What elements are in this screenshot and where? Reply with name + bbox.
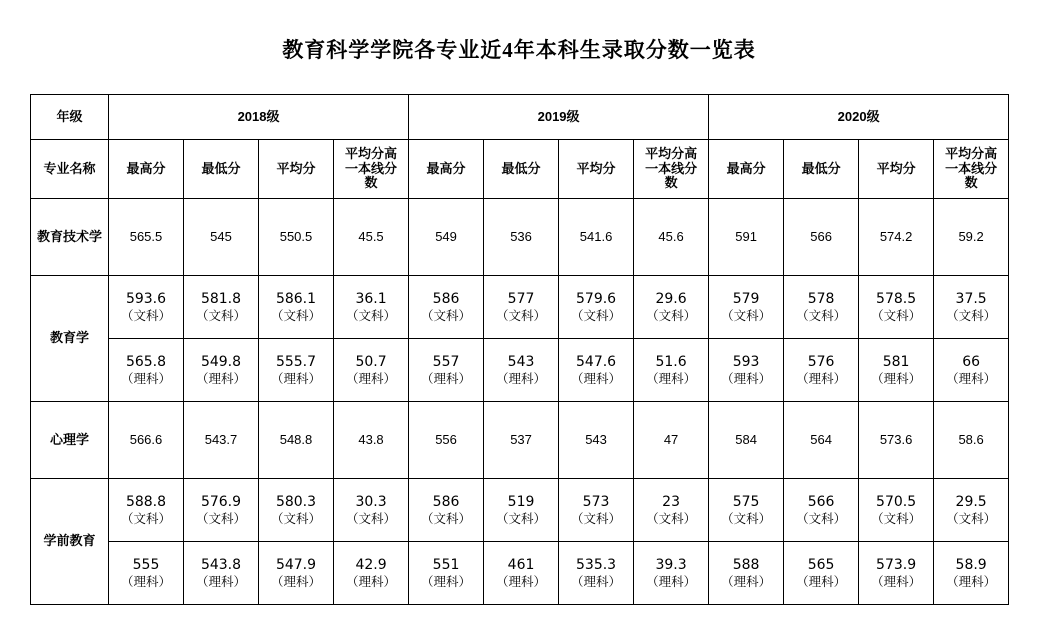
cell-number: 39.3	[655, 556, 687, 573]
cell-value	[259, 339, 334, 402]
cell-number: 42.9	[355, 556, 387, 573]
cell-value: 556	[409, 402, 484, 479]
header-group-2019: 2019级	[409, 95, 709, 140]
cell-number: 586	[432, 493, 460, 510]
cell-value	[184, 276, 259, 339]
cell-value	[634, 276, 709, 339]
header-grade-label: 年级	[31, 95, 109, 140]
cell-subject-tag: （理科）	[270, 574, 321, 589]
cell-value	[559, 542, 634, 605]
cell-subject-tag: （理科）	[120, 371, 171, 386]
cell-subject-tag: （文科）	[496, 308, 547, 323]
cell-subject-tag: （文科）	[571, 511, 622, 526]
cell-number: 23	[662, 493, 680, 510]
cell-value	[709, 542, 784, 605]
cell-number: 29.6	[655, 290, 687, 307]
cell-value	[259, 479, 334, 542]
cell-subject-tag: （理科）	[871, 574, 922, 589]
cell-number: 565.8	[125, 353, 167, 370]
cell-number: 565	[807, 556, 835, 573]
cell-value: 537	[484, 402, 559, 479]
cell-number: 586	[432, 290, 460, 307]
cell-subject-tag: （文科）	[421, 308, 472, 323]
cell-value: 58.6	[934, 402, 1009, 479]
header-2019-max: 最高分	[409, 140, 484, 199]
cell-subject-tag: （理科）	[796, 574, 847, 589]
row-major-name: 学前教育	[31, 479, 109, 605]
cell-number: 557	[432, 353, 460, 370]
cell-value	[784, 542, 859, 605]
cell-value	[934, 339, 1009, 402]
cell-subject-tag: （文科）	[195, 511, 246, 526]
cell-value	[859, 542, 934, 605]
cell-number: 543.8	[200, 556, 242, 573]
header-2018-above-line	[334, 140, 409, 199]
table-row	[31, 276, 1009, 339]
cell-value	[559, 276, 634, 339]
cell-number: 555.7	[275, 353, 317, 370]
cell-value	[184, 479, 259, 542]
cell-value	[109, 542, 184, 605]
cell-number: 566	[807, 493, 835, 510]
header-2020-above-line-line1: 平均分高	[945, 145, 998, 161]
cell-number: 581.8	[200, 290, 242, 307]
cell-value	[634, 339, 709, 402]
cell-value: 543	[559, 402, 634, 479]
cell-number: 519	[507, 493, 535, 510]
cell-subject-tag: （理科）	[421, 371, 472, 386]
cell-number: 586.1	[275, 290, 317, 307]
cell-value: 584	[709, 402, 784, 479]
cell-subject-tag: （理科）	[496, 371, 547, 386]
cell-subject-tag: （理科）	[646, 371, 697, 386]
cell-subject-tag: （理科）	[496, 574, 547, 589]
table-row	[31, 199, 1009, 276]
cell-value: 548.8	[259, 402, 334, 479]
header-2019-above-line-line3: 数	[664, 175, 678, 191]
header-2020-above-line-line2: 一本线分	[945, 160, 998, 176]
cell-value	[484, 339, 559, 402]
header-group-2018: 2018级	[109, 95, 409, 140]
cell-number: 578.5	[876, 290, 917, 307]
cell-subject-tag: （文科）	[120, 511, 171, 526]
cell-value: 549	[409, 199, 484, 276]
cell-value: 591	[709, 199, 784, 276]
cell-value	[409, 542, 484, 605]
header-2019-min: 最低分	[484, 140, 559, 199]
cell-value: 545	[184, 199, 259, 276]
cell-value	[409, 339, 484, 402]
row-major-name: 心理学	[31, 402, 109, 479]
header-2018-avg: 平均分	[259, 140, 334, 199]
cell-value	[334, 339, 409, 402]
cell-value	[709, 339, 784, 402]
cell-value: 541.6	[559, 199, 634, 276]
cell-subject-tag: （理科）	[796, 371, 847, 386]
cell-value	[934, 479, 1009, 542]
header-2018-max: 最高分	[109, 140, 184, 199]
cell-subject-tag: （文科）	[946, 511, 997, 526]
cell-number: 579.6	[576, 290, 617, 307]
admission-score-table	[30, 94, 1009, 605]
cell-subject-tag: （理科）	[195, 371, 246, 386]
cell-number: 570.5	[876, 493, 917, 510]
cell-value: 550.5	[259, 199, 334, 276]
header-2020-avg: 平均分	[859, 140, 934, 199]
cell-subject-tag: （文科）	[270, 511, 321, 526]
cell-value	[559, 479, 634, 542]
table-row	[31, 479, 1009, 542]
cell-value	[184, 339, 259, 402]
cell-value: 59.2	[934, 199, 1009, 276]
cell-number: 547.9	[275, 556, 317, 573]
cell-number: 588	[732, 556, 760, 573]
cell-value: 566	[784, 199, 859, 276]
cell-value	[334, 479, 409, 542]
cell-number: 551	[432, 556, 460, 573]
cell-number: 58.9	[955, 556, 987, 573]
cell-value	[484, 479, 559, 542]
header-major-label: 专业名称	[31, 140, 109, 199]
cell-subject-tag: （文科）	[195, 308, 246, 323]
cell-subject-tag: （理科）	[721, 574, 772, 589]
table-row	[31, 542, 1009, 605]
cell-value	[784, 479, 859, 542]
cell-subject-tag: （理科）	[646, 574, 697, 589]
cell-value	[259, 542, 334, 605]
table-row	[31, 339, 1009, 402]
cell-subject-tag: （理科）	[871, 371, 922, 386]
cell-subject-tag: （文科）	[721, 511, 772, 526]
cell-subject-tag: （理科）	[270, 371, 321, 386]
cell-value	[709, 479, 784, 542]
cell-number: 576	[807, 353, 835, 370]
cell-number: 579	[732, 290, 760, 307]
cell-value	[259, 276, 334, 339]
cell-value	[634, 479, 709, 542]
header-2019-above-line-line2: 一本线分	[645, 160, 698, 176]
header-2018-above-line-line3: 数	[364, 175, 378, 191]
header-2020-above-line-line3: 数	[964, 175, 978, 191]
cell-value: 543.7	[184, 402, 259, 479]
cell-number: 543	[507, 353, 535, 370]
cell-number: 588.8	[125, 493, 167, 510]
cell-value	[109, 479, 184, 542]
cell-subject-tag: （文科）	[421, 511, 472, 526]
cell-value	[709, 276, 784, 339]
cell-number: 37.5	[955, 290, 987, 307]
score-table-container	[30, 94, 1008, 605]
cell-value	[634, 542, 709, 605]
cell-subject-tag: （文科）	[721, 308, 772, 323]
cell-value: 43.8	[334, 402, 409, 479]
cell-number: 573.9	[876, 556, 917, 573]
cell-number: 580.3	[275, 493, 317, 510]
cell-number: 555	[132, 556, 160, 573]
cell-value	[484, 276, 559, 339]
cell-subject-tag: （文科）	[646, 511, 697, 526]
cell-value	[559, 339, 634, 402]
header-2020-min: 最低分	[784, 140, 859, 199]
cell-subject-tag: （理科）	[946, 574, 997, 589]
cell-subject-tag: （文科）	[346, 511, 397, 526]
cell-subject-tag: （文科）	[646, 308, 697, 323]
cell-value: 45.6	[634, 199, 709, 276]
table-header	[31, 95, 1009, 199]
cell-subject-tag: （理科）	[571, 371, 622, 386]
cell-number: 29.5	[955, 493, 987, 510]
cell-value: 536	[484, 199, 559, 276]
cell-value	[184, 542, 259, 605]
cell-subject-tag: （理科）	[195, 574, 246, 589]
cell-number: 593	[732, 353, 760, 370]
cell-number: 461	[507, 556, 535, 573]
cell-value	[859, 339, 934, 402]
cell-number: 549.8	[200, 353, 242, 370]
cell-value	[109, 276, 184, 339]
cell-value	[934, 542, 1009, 605]
cell-number: 573	[582, 493, 610, 510]
page-title: 教育科学学院各专业近4年本科生录取分数一览表	[282, 38, 756, 62]
cell-subject-tag: （理科）	[571, 574, 622, 589]
cell-value: 47	[634, 402, 709, 479]
cell-value	[934, 276, 1009, 339]
cell-number: 66	[962, 353, 981, 370]
cell-number: 578	[807, 290, 835, 307]
header-2018-above-line-line1: 平均分高	[345, 145, 398, 161]
cell-subject-tag: （文科）	[796, 511, 847, 526]
cell-value	[784, 339, 859, 402]
header-2019-above-line	[634, 140, 709, 199]
table-row	[31, 402, 1009, 479]
cell-value	[334, 276, 409, 339]
cell-number: 577	[507, 290, 535, 307]
cell-value	[409, 479, 484, 542]
row-major-name: 教育技术学	[31, 199, 109, 276]
cell-value	[784, 276, 859, 339]
cell-number: 51.6	[655, 353, 687, 370]
header-2019-above-line-line1: 平均分高	[645, 145, 698, 161]
cell-value: 573.6	[859, 402, 934, 479]
cell-subject-tag: （理科）	[721, 371, 772, 386]
cell-subject-tag: （文科）	[871, 308, 922, 323]
cell-value	[334, 542, 409, 605]
cell-value: 45.5	[334, 199, 409, 276]
cell-value	[484, 542, 559, 605]
cell-number: 593.6	[125, 290, 167, 307]
cell-value: 574.2	[859, 199, 934, 276]
cell-value	[409, 276, 484, 339]
cell-value: 565.5	[109, 199, 184, 276]
header-row-grades	[31, 95, 1009, 140]
cell-subject-tag: （文科）	[871, 511, 922, 526]
cell-number: 50.7	[355, 353, 387, 370]
cell-number: 30.3	[355, 493, 387, 510]
cell-subject-tag: （理科）	[946, 371, 997, 386]
cell-number: 576.9	[200, 493, 242, 510]
header-2019-avg: 平均分	[559, 140, 634, 199]
header-2020-max: 最高分	[709, 140, 784, 199]
table-body	[31, 199, 1009, 605]
header-2018-min: 最低分	[184, 140, 259, 199]
cell-subject-tag: （文科）	[571, 308, 622, 323]
cell-value: 564	[784, 402, 859, 479]
cell-value: 566.6	[109, 402, 184, 479]
cell-number: 36.1	[355, 290, 387, 307]
cell-number: 575	[732, 493, 760, 510]
cell-value	[859, 479, 934, 542]
cell-subject-tag: （理科）	[346, 574, 397, 589]
cell-subject-tag: （理科）	[346, 371, 397, 386]
cell-subject-tag: （文科）	[270, 308, 321, 323]
cell-number: 535.3	[576, 556, 617, 573]
cell-subject-tag: （理科）	[120, 574, 171, 589]
cell-subject-tag: （文科）	[120, 308, 171, 323]
cell-number: 547.6	[576, 353, 617, 370]
cell-number: 581	[882, 353, 910, 370]
row-major-name: 教育学	[31, 276, 109, 402]
cell-subject-tag: （文科）	[946, 308, 997, 323]
header-2018-above-line-line2: 一本线分	[345, 160, 398, 176]
header-2020-above-line	[934, 140, 1009, 199]
cell-subject-tag: （文科）	[496, 511, 547, 526]
cell-subject-tag: （文科）	[346, 308, 397, 323]
cell-value	[109, 339, 184, 402]
cell-subject-tag: （理科）	[421, 574, 472, 589]
header-row-subcolumns	[31, 140, 1009, 199]
cell-value	[859, 276, 934, 339]
cell-subject-tag: （文科）	[796, 308, 847, 323]
header-group-2020: 2020级	[709, 95, 1009, 140]
